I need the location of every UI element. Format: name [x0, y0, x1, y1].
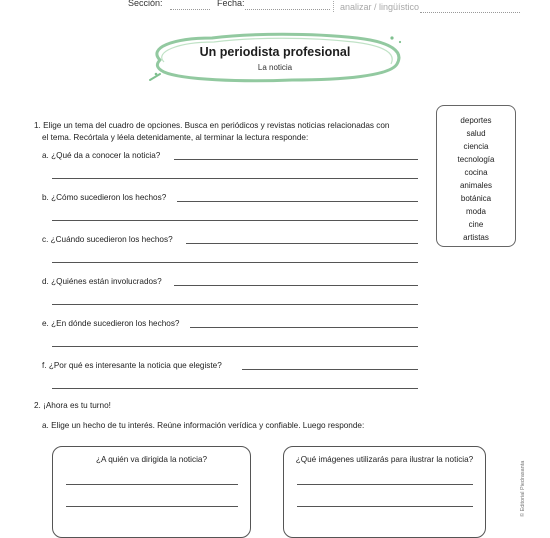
q1d-answer-line[interactable]: [174, 285, 418, 286]
seccion-label: Sección:: [128, 0, 163, 8]
topic-item: deportes: [460, 116, 492, 125]
q1f-answer-line[interactable]: [242, 369, 418, 370]
q1c-label: c. ¿Cuándo sucedieron los hechos?: [42, 235, 173, 244]
skill-line: [420, 12, 520, 13]
topic-item: botánica: [460, 194, 492, 203]
topic-item: cine: [468, 220, 484, 229]
q2a-text: a. Elige un hecho de tu interés. Reúne información verídica y confiable. Luego responde:: [42, 421, 365, 430]
publisher-credit: © Editorial Piedrasanta: [520, 460, 526, 517]
skill-text: analizar / lingüístico: [340, 2, 420, 12]
q2-intro: 2. ¡Ahora es tu turno!: [34, 401, 111, 410]
q1d-label: d. ¿Quiénes están involucrados?: [42, 277, 162, 286]
q1c-answer-line[interactable]: [186, 243, 418, 244]
q1f-label: f. ¿Por qué es interesante la noticia que elegiste?: [42, 361, 222, 370]
q1b-answer-line-2[interactable]: [52, 220, 418, 221]
q1-intro-line1: 1. Elige un tema del cuadro de opciones. Busca en periódicos y revistas noticias relacionadas con: [34, 121, 390, 130]
q1d-answer-line-2[interactable]: [52, 304, 418, 305]
q1b-answer-line[interactable]: [177, 201, 418, 202]
q1b-label: b. ¿Cómo sucedieron los hechos?: [42, 193, 167, 202]
topic-item: artistas: [463, 233, 489, 242]
q1a-answer-line-2[interactable]: [52, 178, 418, 179]
topic-item: salud: [466, 129, 486, 138]
q1e-answer-line-2[interactable]: [52, 346, 418, 347]
fecha-label: Fecha:: [217, 0, 245, 8]
topic-item: moda: [465, 207, 486, 216]
topic-item: animales: [459, 181, 492, 190]
topic-item: tecnología: [457, 155, 495, 164]
answer-box-left-question: ¿A quién va dirigida la noticia?: [95, 455, 208, 464]
q1c-answer-line-2[interactable]: [52, 262, 418, 263]
header-divider: [333, 0, 335, 12]
q1e-answer-line[interactable]: [190, 327, 418, 328]
page-subtitle: La noticia: [257, 63, 293, 72]
q1f-answer-line-2[interactable]: [52, 388, 418, 389]
fecha-line: [245, 9, 330, 10]
q1-intro-line2: el tema. Recórtala y léela detenidamente, al terminar la lectura responde:: [42, 133, 309, 142]
seccion-line: [170, 9, 210, 10]
page-title: Un periodista profesional: [199, 45, 351, 59]
answer-box-left-line-2[interactable]: [66, 506, 238, 507]
topic-item: cocina: [464, 168, 488, 177]
q1e-label: e. ¿En dónde sucedieron los hechos?: [42, 319, 180, 328]
topic-item: ciencia: [463, 142, 489, 151]
answer-box-left-line[interactable]: [66, 484, 238, 485]
answer-box-right-question: ¿Qué imágenes utilizarás para ilustrar la noticia?: [295, 455, 474, 464]
q1a-label: a. ¿Qué da a conocer la noticia?: [42, 151, 161, 160]
answer-box-right-line[interactable]: [297, 484, 473, 485]
answer-box-right-line-2[interactable]: [297, 506, 473, 507]
q1a-answer-line[interactable]: [174, 159, 418, 160]
